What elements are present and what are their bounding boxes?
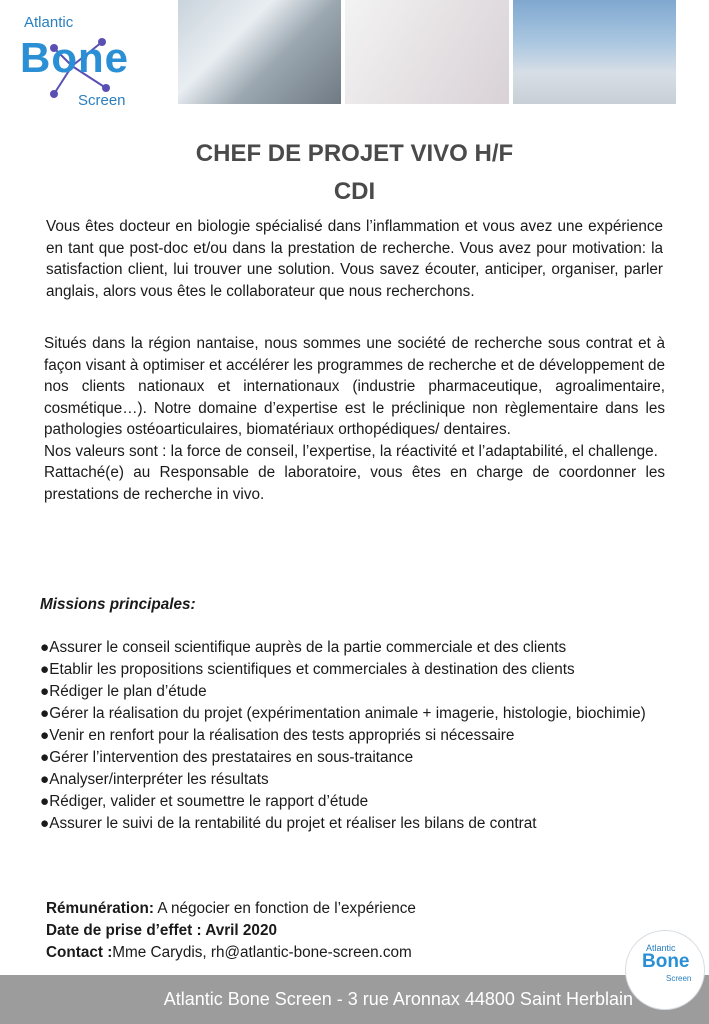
contact-label: Contact :: [46, 944, 113, 961]
seal-text-line3: Screen: [666, 974, 692, 983]
intro-paragraph: Vous êtes docteur en biologie spécialisé dans l’inflammation et vous avez une expérience en tant que post-doc et/ou dans la prestation de recherche. Vous avez pour motivation: la satisfaction client, lui trouver une solution. Vous savez écouter, anticiper, organiser, parler anglais, alors vous êtes le collaborateur que nous recherchons.: [46, 218, 663, 300]
missions-list: [40, 637, 680, 835]
list-item: ● Assurer le suivi de la rentabilité du projet et réaliser les bilans de contrat: [40, 813, 680, 835]
start-date-line: [46, 920, 416, 942]
remuneration-line: [46, 898, 416, 920]
list-item: ● Analyser/interpréter les résultats: [40, 769, 680, 791]
list-item: ● Etablir les propositions scientifiques et commerciales à destination des clients: [40, 659, 680, 681]
header-photos: [178, 0, 676, 104]
company-logo: [14, 8, 144, 116]
list-item: ● Rédiger, valider et soumettre le rapport d’étude: [40, 791, 680, 813]
contact-value[interactable]: Mme Carydis, rh@atlantic-bone-screen.com: [112, 944, 412, 961]
start-date-label: Date de prise d’effet : Avril 2020: [46, 922, 277, 939]
values-paragraph: Nos valeurs sont : la force de conseil, l’expertise, la réactivité et l’adaptabilité, el challenge.: [44, 442, 658, 460]
footer-bar: [0, 975, 709, 1024]
contract-type: CDI: [333, 178, 376, 205]
logo-text-line1: Atlantic: [24, 14, 74, 31]
remuneration-value: A négocier en fonction de l’expérience: [153, 900, 416, 917]
slides-photo: [345, 0, 508, 104]
logo-text-line3: Screen: [78, 92, 126, 109]
building-photo: [513, 0, 676, 104]
missions-heading: Missions principales:: [40, 596, 196, 613]
reporting-paragraph: Rattaché(e) au Responsable de laboratoire, vous êtes en charge de coordonner les prestations de recherche in vivo.: [44, 464, 665, 503]
company-paragraph: Situés dans la région nantaise, nous sommes une société de recherche sous contrat et à façon visant à optimiser et accélérer les programmes de recherche et de développement de nos clients nationaux et internationaux (industrie pharmaceutique, agroalimentaire, cosmétique…). Notre domaine d’expertise est le préclinique non règlementaire dans les pathologies ostéoarticulaires, biomatériaux orthopédiques/ dentaires.: [44, 335, 665, 438]
seal-text-line2: Bone: [642, 951, 690, 972]
list-item: ● Gérer l’intervention des prestataires en sous-traitance: [40, 747, 680, 769]
list-item: ● Venir en renfort pour la réalisation des tests appropriés si nécessaire: [40, 725, 680, 747]
list-item: ● Rédiger le plan d’étude: [40, 681, 680, 703]
logo-text-line2: Bone: [20, 34, 129, 81]
remuneration-label: Rémunération:: [46, 900, 154, 917]
job-title: CHEF DE PROJET VIVO H/F: [195, 140, 514, 167]
footer-address: Atlantic Bone Screen - 3 rue Aronnax 44800 Saint Herblain: [163, 989, 633, 1009]
contact-line: [46, 942, 416, 964]
company-section: [44, 333, 665, 505]
lab-photo: [178, 0, 341, 104]
company-seal: [625, 930, 705, 1010]
list-item: ● Assurer le conseil scientifique auprès de la partie commerciale et des clients: [40, 637, 680, 659]
seal-text-line1: Atlantic: [646, 943, 676, 953]
job-info: [46, 898, 416, 964]
list-item: ● Gérer la réalisation du projet (expérimentation animale + imagerie, histologie, biochimie): [40, 703, 680, 725]
